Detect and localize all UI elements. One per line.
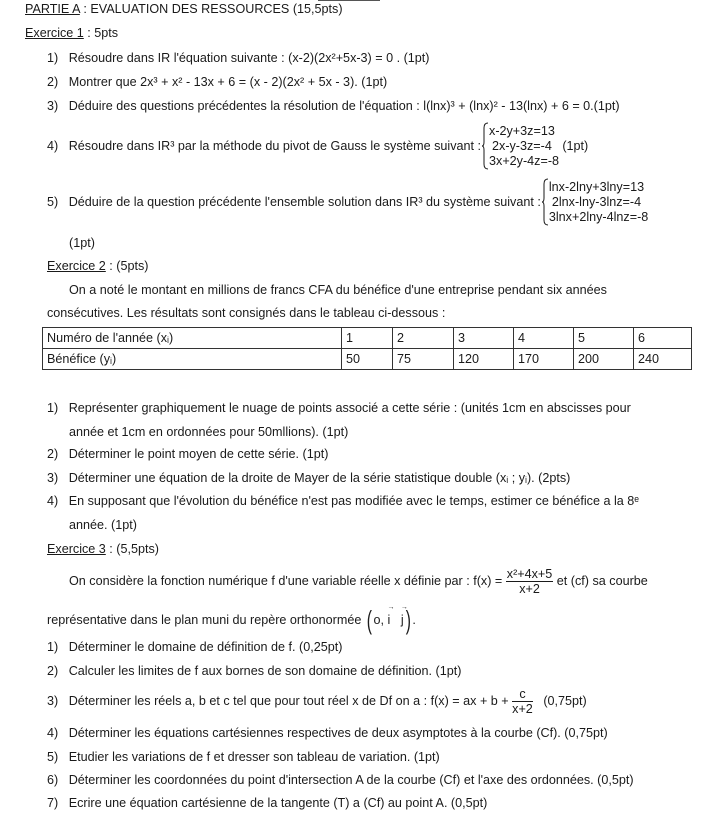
ex2-q1-line2: année et 1cm en ordonnées pour 50mllions). (1pt) — [69, 425, 349, 439]
function-fraction — [506, 567, 554, 596]
question-number: 6) — [47, 773, 59, 787]
row-header: Bénéfice (yᵢ) — [43, 349, 342, 370]
question-text: Représenter graphiquement le nuage de points associé a cette série : (unités 1cm en abscisses pour — [68, 401, 631, 415]
question-number: 1) — [47, 640, 59, 654]
question-number: 2) — [47, 75, 59, 89]
table-cell: 2 — [393, 328, 454, 349]
fraction-denominator: x+2 — [512, 701, 533, 716]
ex3-question-6 — [47, 773, 634, 787]
exercise-1-heading — [25, 26, 118, 40]
ex2-question-1 — [47, 401, 631, 415]
ex2-question-3 — [47, 471, 570, 485]
question-number: 5) — [47, 750, 59, 764]
ex2-q4-line2: année. (1pt) — [69, 518, 137, 532]
ex1-question-2 — [47, 75, 387, 89]
ex1-q5-points: (1pt) — [69, 236, 95, 250]
part-a-label: PARTIE A — [25, 2, 80, 16]
question-text: Déterminer le point moyen de cette série. (1pt) — [68, 447, 329, 461]
question-number: 4) — [47, 139, 59, 153]
question-text: Déterminer une équation de la droite de Mayer de la série statistique double (xᵢ ; yᵢ). (2pts) — [68, 471, 571, 485]
equation-system — [549, 180, 648, 225]
ex1-question-5 — [47, 176, 648, 228]
question-text: Montrer que 2x³ + x² - 13x + 6 = (x - 2)(2x² + 5x - 3). (1pt) — [68, 75, 388, 89]
intro-text: On considère la fonction numérique f d'une variable réelle x définie par : f(x) = — [69, 574, 503, 588]
table-cell: 50 — [342, 349, 393, 370]
ex3-intro-line1 — [69, 563, 648, 599]
vector-i: → i — [388, 613, 391, 627]
ex2-intro-line2: consécutives. Les résultats sont consignés dans le tableau ci-dessous : — [47, 306, 446, 320]
right-paren: ) — [405, 605, 411, 635]
exercise-1-label: Exercice 1 — [25, 26, 84, 40]
exercise-3-points: : (5,5pts) — [105, 542, 159, 556]
fraction-numerator: x²+4x+5 — [506, 566, 553, 581]
question-text: Etudier les variations de f et dresser son tableau de variation. (1pt) — [68, 750, 440, 764]
ex2-question-2 — [47, 447, 328, 461]
intro-text: représentative dans le plan muni du repère orthonormée — [47, 613, 362, 627]
exercise-3-heading — [47, 542, 159, 556]
part-a-title: : EVALUATION DES RESSOURCES (15,5pts) — [79, 2, 343, 16]
table-cell: 4 — [514, 328, 574, 349]
question-points: (0,75pt) — [543, 694, 587, 708]
question-text: En supposant que l'évolution du bénéfice n'est pas modifiée avec le temps, estimer ce bénéfice a la 8ᵉ — [68, 494, 639, 508]
benefit-table — [42, 327, 692, 370]
fraction — [512, 687, 533, 716]
ex3-question-5 — [47, 750, 440, 764]
question-text: Déterminer les réels a, b et c tel que pour tout réel x de Df on a : f(x) = ax + b + — [68, 694, 509, 708]
ex3-question-1 — [47, 640, 342, 654]
question-number: 4) — [47, 726, 59, 740]
ex3-question-2 — [47, 664, 461, 678]
system-line: 2x-y-3z=-4 (1pt) — [492, 138, 589, 153]
table-cell: 6 — [634, 328, 692, 349]
table-cell: 1 — [342, 328, 393, 349]
question-number: 2) — [47, 664, 59, 678]
question-number: 7) — [47, 796, 59, 810]
question-number: 4) — [47, 494, 59, 508]
ex3-question-4 — [47, 726, 608, 740]
exercise-1-points: : 5pts — [83, 26, 119, 40]
ex2-intro-line1: On a noté le montant en millions de francs CFA du bénéfice d'une entreprise pendant six années — [69, 283, 607, 297]
vector-j: → j — [401, 613, 404, 627]
table-cell: 3 — [454, 328, 514, 349]
question-text: Déterminer les équations cartésiennes respectives de deux asymptotes à la courbe (Cf). (0,75pt) — [68, 726, 608, 740]
table-cell: 5 — [574, 328, 634, 349]
question-text: Déterminer le domaine de définition de f. (0,25pt) — [68, 640, 343, 654]
question-number: 3) — [47, 694, 59, 708]
question-text: Déduire de la question précédente l'ensemble solution dans IR³ du système suivant : — [68, 195, 541, 209]
exercise-2-label: Exercice 2 — [47, 259, 106, 273]
left-brace-icon — [541, 178, 549, 226]
part-a-heading — [25, 2, 343, 16]
question-number: 1) — [47, 401, 59, 415]
question-text: Déduire des questions précédentes la résolution de l'équation : l(lnx)³ + (lnx)² - 13(lnx) + 6 = 0.(1pt) — [68, 99, 620, 113]
table-cell: 170 — [514, 349, 574, 370]
table-row — [43, 328, 692, 349]
system-line: 3x+2y-4z=-8 — [489, 153, 560, 168]
top-rule — [318, 0, 380, 1]
table-cell: 200 — [574, 349, 634, 370]
exercise-3-label: Exercice 3 — [47, 542, 106, 556]
system-line: x-2y+3z=13 — [489, 123, 555, 138]
question-text: Calculer les limites de f aux bornes de son domaine de définition. (1pt) — [68, 664, 462, 678]
origin-label: o, — [373, 613, 385, 627]
question-number: 2) — [47, 447, 59, 461]
fraction-denominator: x+2 — [519, 581, 540, 596]
question-number: 3) — [47, 471, 59, 485]
fraction-numerator: c — [512, 687, 533, 702]
question-text: Déterminer les coordonnées du point d'intersection A de la courbe (Cf) et l'axe des ordonnées. (0,5pt) — [68, 773, 634, 787]
row-header: Numéro de l'année (xᵢ) — [43, 328, 342, 349]
ex3-question-3 — [47, 685, 587, 717]
left-paren: ( — [366, 605, 372, 635]
table-cell: 120 — [454, 349, 514, 370]
left-brace-icon — [481, 122, 489, 170]
question-number: 1) — [47, 51, 59, 65]
intro-text: et (cf) sa courbe — [556, 574, 648, 588]
table-cell: 75 — [393, 349, 454, 370]
system-line: lnx-2lny+3lny=13 — [548, 179, 645, 194]
table-row — [43, 349, 692, 370]
table-cell: 240 — [634, 349, 692, 370]
equation-system — [489, 124, 588, 169]
question-text: Ecrire une équation cartésienne de la tangente (T) a (Cf) au point A. (0,5pt) — [68, 796, 488, 810]
question-number: 5) — [47, 195, 59, 209]
ex1-question-1 — [47, 51, 430, 65]
ex1-question-4 — [47, 121, 588, 171]
ex2-question-4 — [47, 494, 639, 508]
ex3-intro-line2: représentative dans le plan muni du repère orthonormée ( o, → i → j ) . — [47, 607, 416, 633]
system-line: 3lnx+2lny-4lnz=-8 — [548, 209, 649, 224]
ex1-question-3 — [47, 99, 620, 113]
system-line: 2lnx-lny-3lnz=-4 — [551, 194, 642, 209]
question-text: Résoudre dans IR l'équation suivante : (x-2)(2x²+5x-3) = 0 . (1pt) — [68, 51, 430, 65]
exercise-2-heading — [47, 259, 149, 273]
ex3-question-7 — [47, 796, 487, 810]
exercise-2-points: : (5pts) — [105, 259, 149, 273]
question-text: Résoudre dans IR³ par la méthode du pivot de Gauss le système suivant : — [68, 139, 482, 153]
question-number: 3) — [47, 99, 59, 113]
